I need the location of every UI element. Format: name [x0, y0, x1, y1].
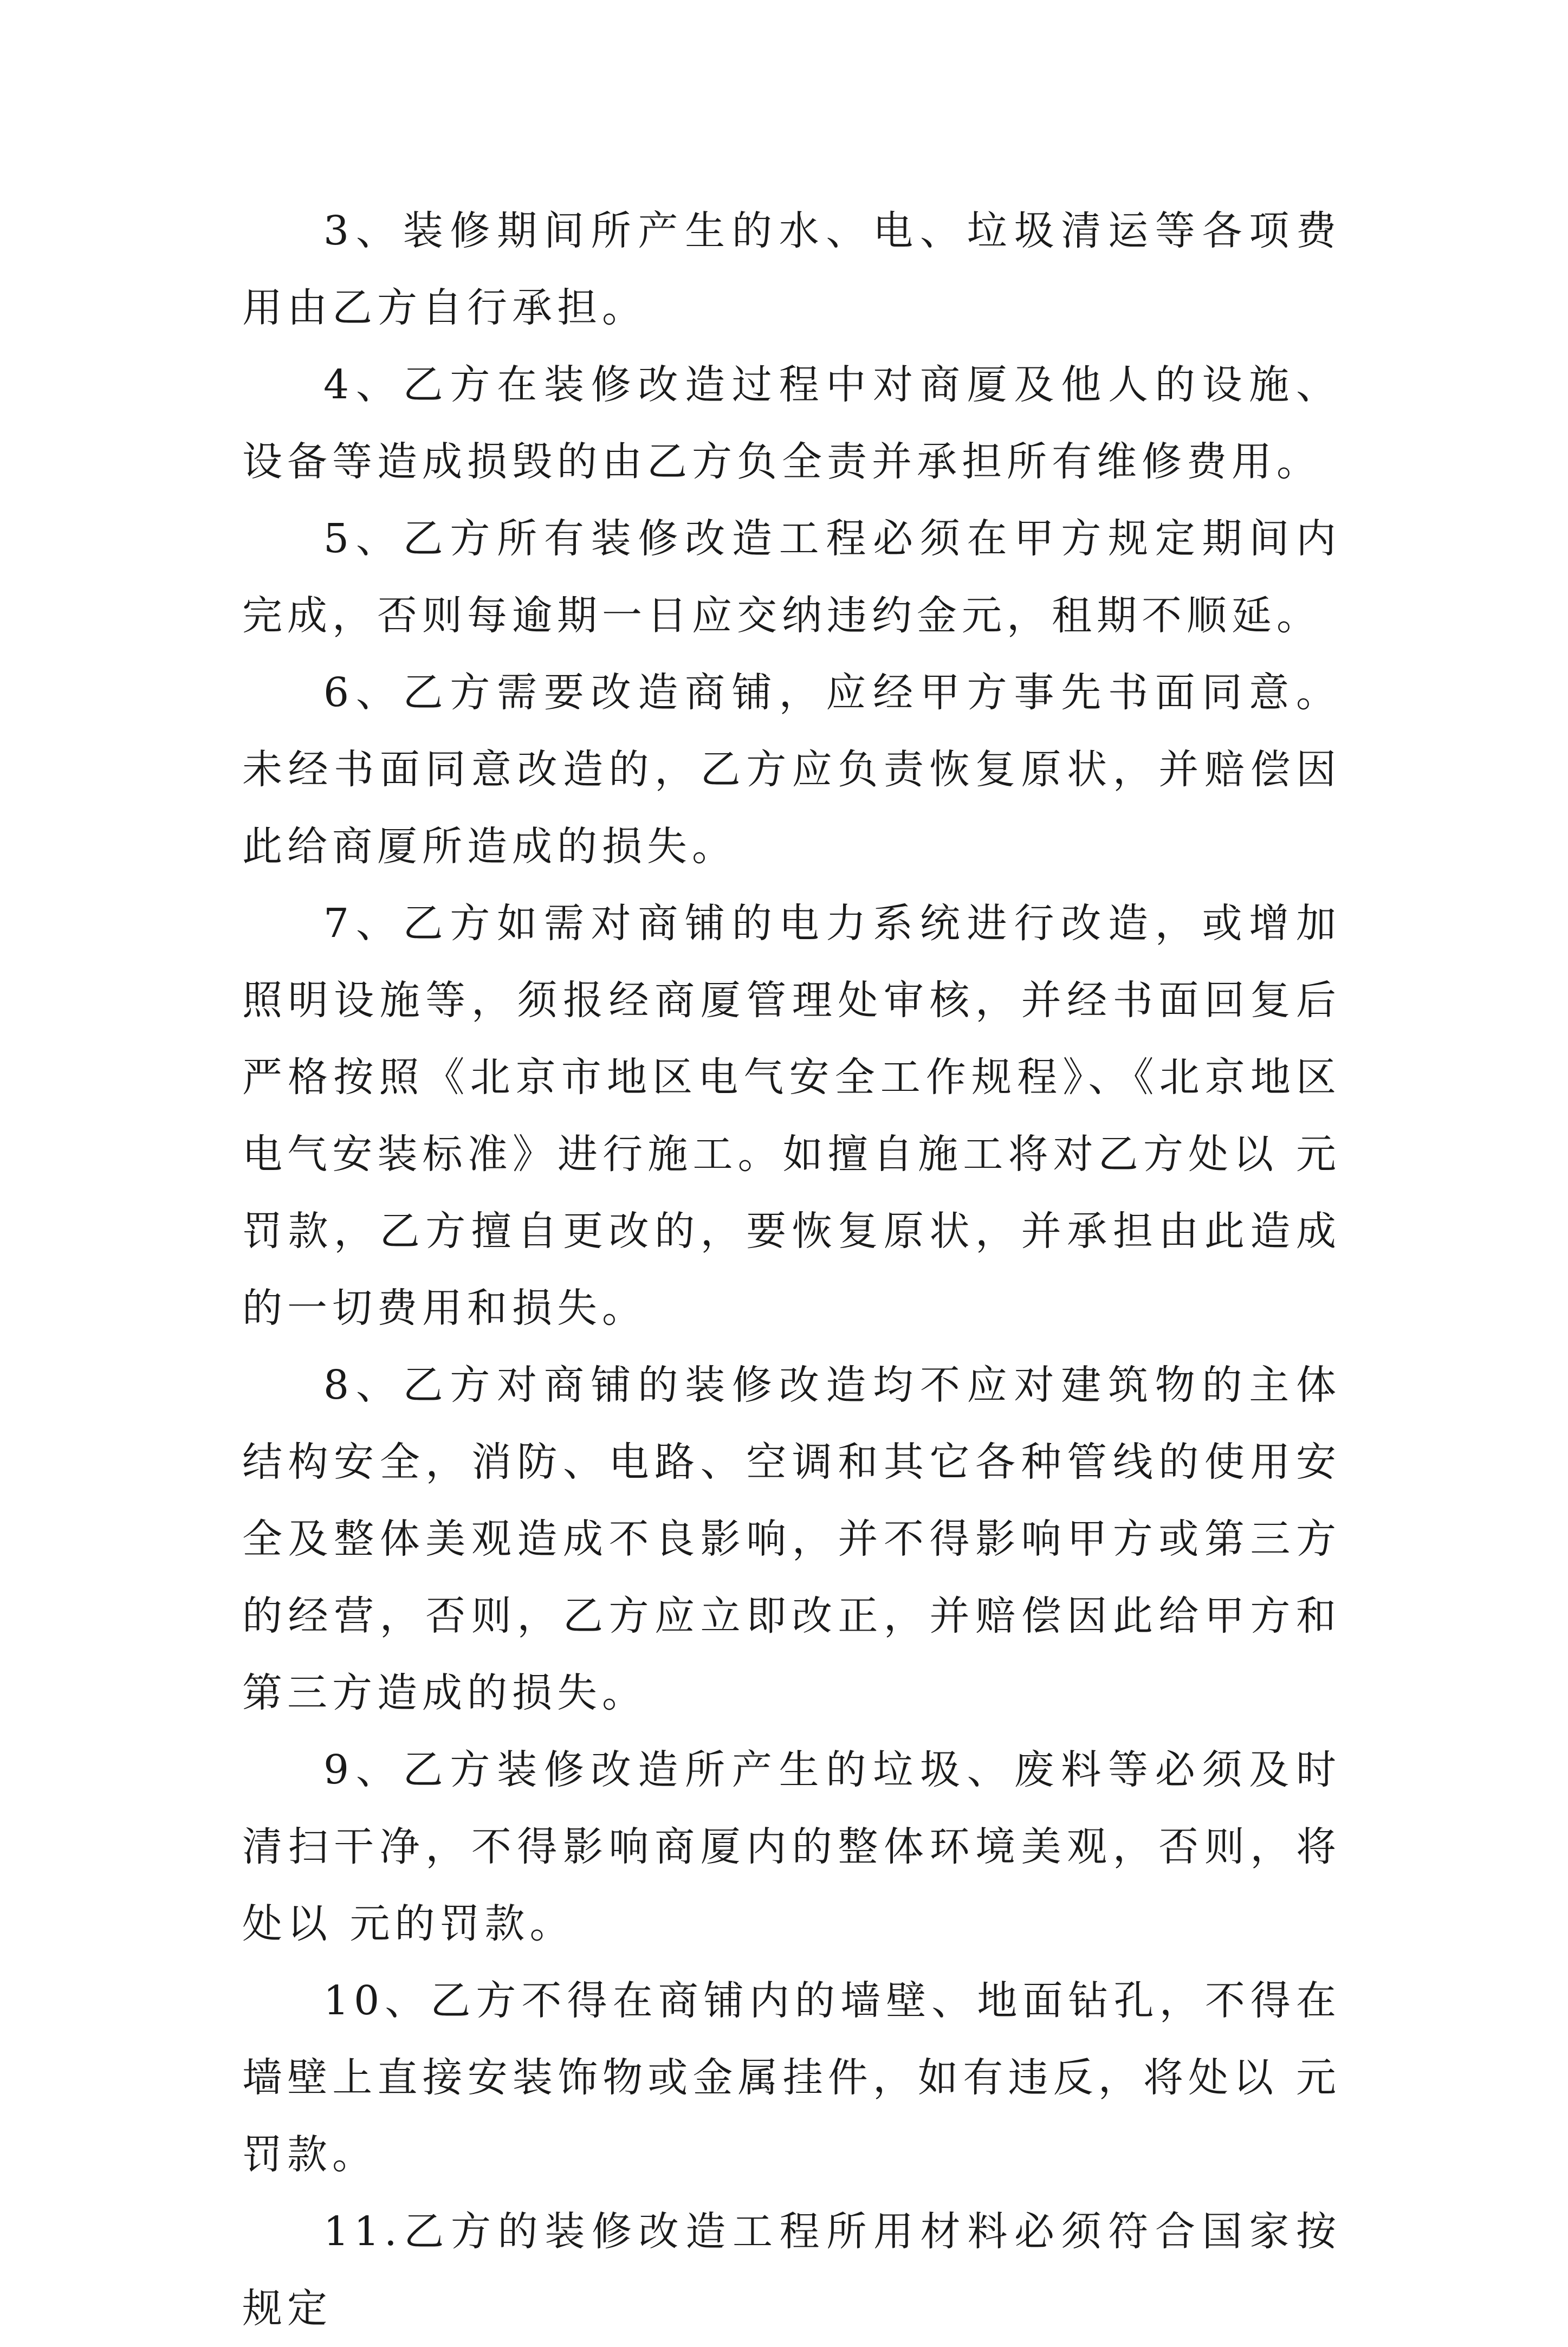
clause-10: 10、乙方不得在商铺内的墙壁、地面钻孔，不得在墙壁上直接安装饰物或金属挂件，如有违反，将处以 元罚款。: [242, 1977, 1341, 2178]
clause-6: 6、乙方需要改造商铺，应经甲方事先书面同意。未经书面同意改造的，乙方应负责恢复原状，并赔偿因此给商厦所造成的损失。: [242, 669, 1341, 870]
clause-11: 11.乙方的装修改造工程所用材料必须符合国家按规定: [242, 2208, 1341, 2332]
document-body: [242, 192, 1341, 2347]
clause-8: 8、乙方对商铺的装修改造均不应对建筑物的主体结构安全，消防、电路、空调和其它各种管线的使用安全及整体美观造成不良影响，并不得影响甲方或第三方的经营，否则，乙方应立即改正，并赔偿因此给甲方和第三方造成的损失。: [242, 1362, 1341, 1716]
clause-5: 5、乙方所有装修改造工程必须在甲方规定期间内完成，否则每逾期一日应交纳违约金元，租期不顺延。: [242, 515, 1341, 639]
clause-7: 7、乙方如需对商铺的电力系统进行改造，或增加照明设施等，须报经商厦管理处审核，并经书面回复后严格按照《北京市地区电气安全工作规程》、《北京地区电气安装标准》进行施工。如擅自施工将对乙方处以 元罚款，乙方擅自更改的，要恢复原状，并承担由此造成的一切费用和损失。: [242, 900, 1341, 1331]
clause-3: 3、装修期间所产生的水、电、垃圾清运等各项费用由乙方自行承担。: [242, 208, 1341, 331]
clause-4: 4、乙方在装修改造过程中对商厦及他人的设施、设备等造成损毁的由乙方负全责并承担所有维修费用。: [242, 361, 1341, 485]
clause-9: 9、乙方装修改造所产生的垃圾、废料等必须及时清扫干净，不得影响商厦内的整体环境美观，否则，将处以 元的罚款。: [242, 1747, 1341, 1947]
